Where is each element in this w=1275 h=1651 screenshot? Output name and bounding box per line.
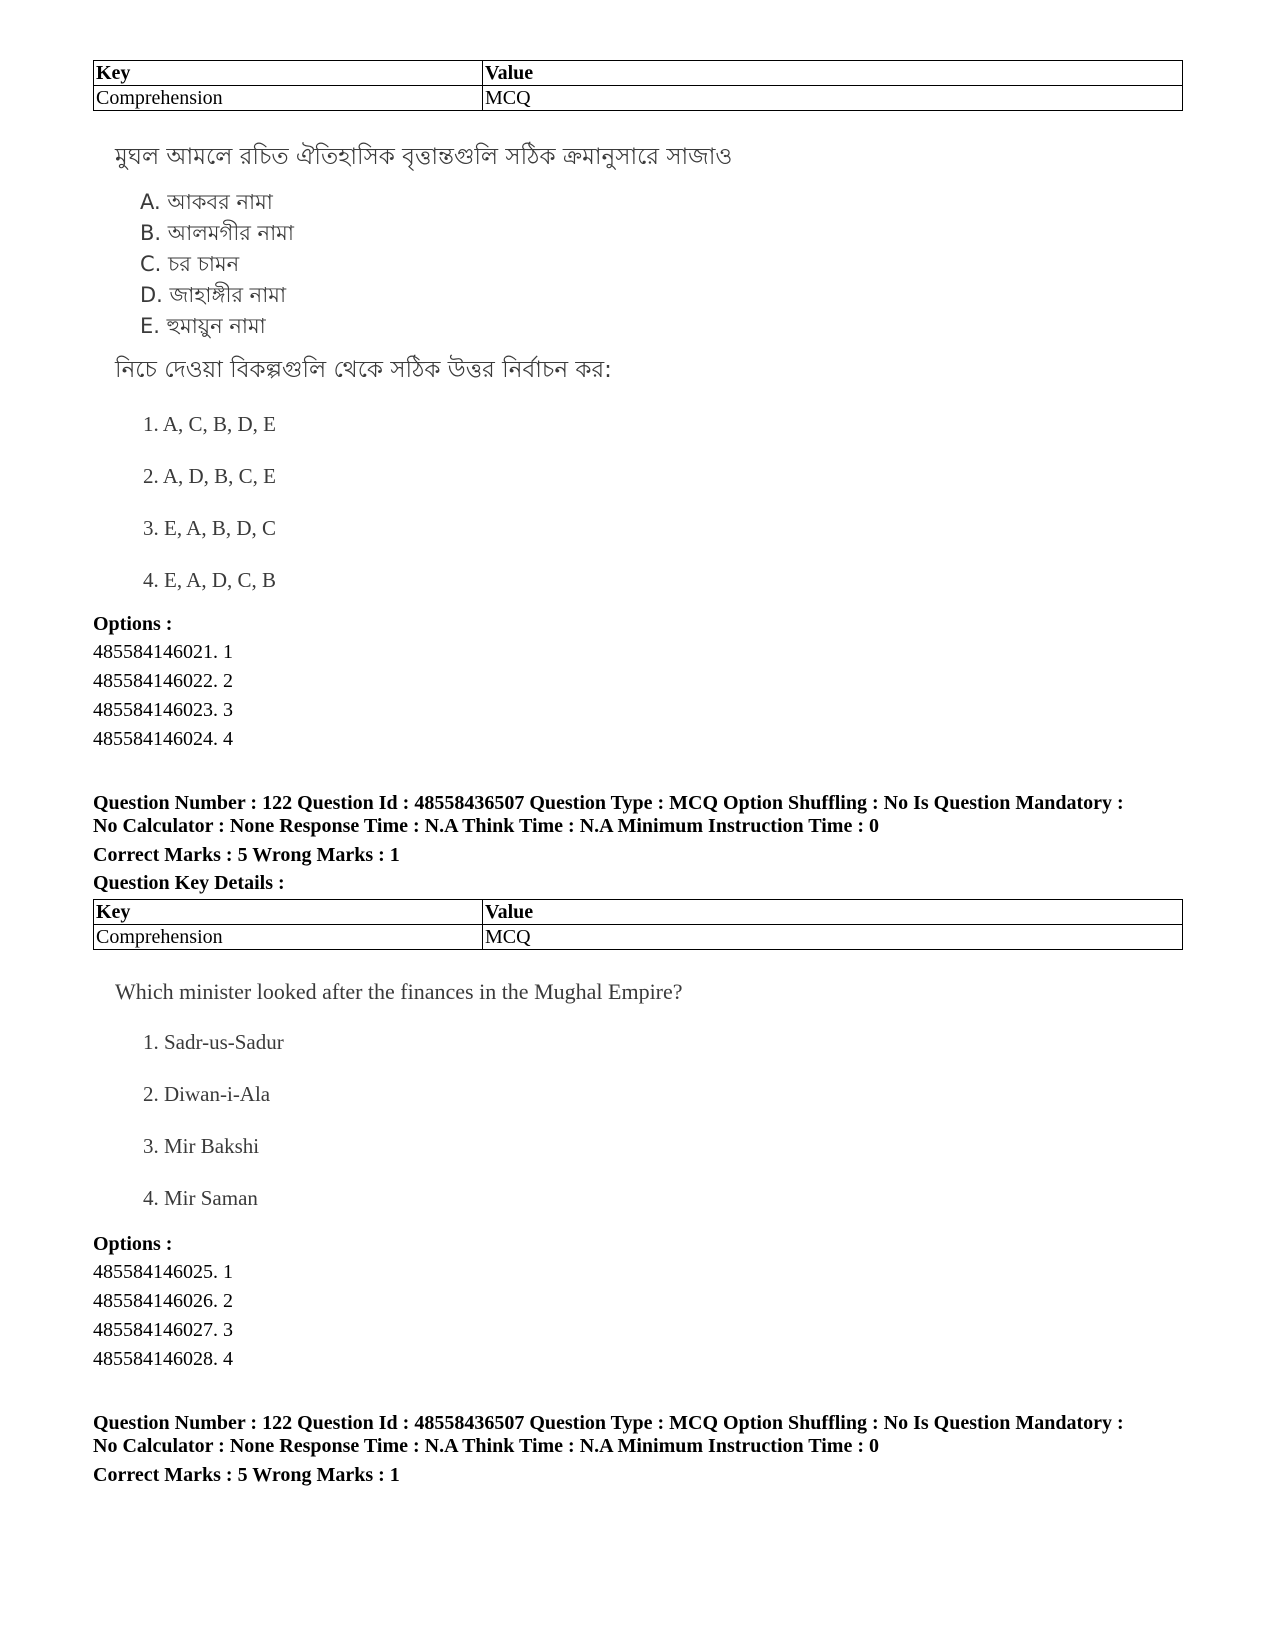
answer-choice: 4. Mir Saman — [143, 1186, 258, 1210]
question-image-bengali — [115, 141, 1183, 592]
key-header: Key — [94, 61, 483, 86]
key-header: Key — [94, 900, 483, 925]
value-cell: MCQ — [483, 86, 1183, 111]
answer-choice: 3. E, A, B, D, C — [143, 516, 277, 540]
key-value-table-1 — [93, 60, 1183, 111]
sequence-item: E. হুমায়ুন নামা — [140, 314, 266, 338]
question-meta-line: No Calculator : None Response Time : N.A Think Time : N.A Minimum Instruction Time : 0 — [93, 1435, 879, 1457]
question-stem: মুঘল আমলে রচিত ঐতিহাসিক বৃত্তান্তগুলি সঠিক ক্রমানুসারে সাজাও — [115, 144, 733, 170]
question-image-english — [115, 976, 1183, 1210]
table-header-row — [94, 900, 1183, 925]
options-label: Options : — [93, 1233, 173, 1255]
key-cell: Comprehension — [94, 86, 483, 111]
option-item: 485584146023. 3 — [93, 699, 233, 721]
question-meta-line: Question Number : 122 Question Id : 48558436507 Question Type : MCQ Option Shuffling : No Is Question Mandatory : — [93, 792, 1124, 814]
value-header: Value — [483, 900, 1183, 925]
option-item: 485584146024. 4 — [93, 728, 233, 750]
options-label: Options : — [93, 613, 173, 635]
question-key-details-label: Question Key Details : — [93, 872, 285, 894]
options-list — [93, 1258, 1183, 1374]
option-item: 485584146022. 2 — [93, 670, 233, 692]
document-page — [93, 60, 1183, 1489]
question-stem: Which minister looked after the finances in the Mughal Empire? — [115, 979, 683, 1004]
answer-choice: 1. Sadr-us-Sadur — [143, 1030, 284, 1054]
sequence-item: D. জাহাঙ্গীর নামা — [140, 283, 287, 307]
sequence-items — [140, 187, 1183, 342]
value-header: Value — [483, 61, 1183, 86]
option-item: 485584146025. 1 — [93, 1261, 233, 1283]
sequence-item: C. চর চামন — [140, 252, 240, 276]
answer-choice: 2. A, D, B, C, E — [143, 464, 277, 488]
option-item: 485584146028. 4 — [93, 1348, 233, 1370]
table-row — [94, 86, 1183, 111]
key-value-table-2 — [93, 899, 1183, 950]
option-item: 485584146026. 2 — [93, 1290, 233, 1312]
options-list — [93, 638, 1183, 754]
sequence-item: B. আলমগীর নামা — [140, 221, 294, 245]
answer-choice: 3. Mir Bakshi — [143, 1134, 260, 1158]
question-meta — [93, 1412, 1183, 1458]
table-row — [94, 925, 1183, 950]
option-item: 485584146027. 3 — [93, 1319, 233, 1341]
answer-choice: 4. E, A, D, C, B — [143, 568, 277, 592]
question-meta-line: No Calculator : None Response Time : N.A Think Time : N.A Minimum Instruction Time : 0 — [93, 815, 879, 837]
question-marks: Correct Marks : 5 Wrong Marks : 1 — [93, 844, 400, 866]
key-cell: Comprehension — [94, 925, 483, 950]
question-instruction: নিচে দেওয়া বিকল্পগুলি থেকে সঠিক উত্তর নির্বাচন কর: — [115, 357, 612, 383]
value-cell: MCQ — [483, 925, 1183, 950]
question-meta — [93, 792, 1183, 838]
table-header-row — [94, 61, 1183, 86]
answer-choice: 2. Diwan-i-Ala — [143, 1082, 271, 1106]
answer-choice: 1. A, C, B, D, E — [143, 412, 277, 436]
question-meta-line: Question Number : 122 Question Id : 48558436507 Question Type : MCQ Option Shuffling : No Is Question Mandatory : — [93, 1412, 1124, 1434]
option-item: 485584146021. 1 — [93, 641, 233, 663]
question-marks: Correct Marks : 5 Wrong Marks : 1 — [93, 1464, 400, 1486]
sequence-item: A. আকবর নামা — [140, 190, 273, 214]
